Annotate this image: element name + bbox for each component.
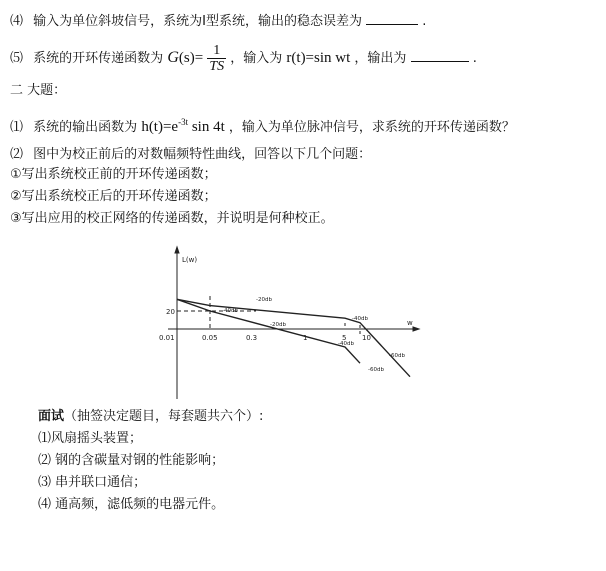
interview-item: ⑵ 钢的含碳量对钢的性能影响； (38, 453, 225, 468)
slope-label: -40db (222, 308, 238, 314)
y-axis-arrow (175, 247, 179, 253)
question-number: ⑷ (10, 14, 24, 29)
transfer-function-symbol: G (167, 49, 179, 66)
sub-question-1: ①写出系统校正前的开环传递函数； (10, 167, 217, 182)
x-tick-label: 0.05 (202, 334, 218, 342)
x-tick-label: 5 (342, 334, 347, 342)
interview-title-bold: 面试 (38, 409, 65, 424)
interview-item: ⑷ 通高频，滤低频的电器元件。 (38, 497, 225, 512)
question-text: ，输出为 (354, 51, 407, 66)
interview-item: ⑴风扇摇头装置； (38, 431, 143, 446)
slope-label: -40db (338, 341, 354, 347)
punctuation: . (472, 51, 477, 66)
interview-title-rest: （抽签决定题目，每套题共六个）: (64, 409, 264, 424)
question-number: ⑸ (10, 51, 24, 66)
fraction-denominator: TS (209, 59, 225, 74)
slope-label: -20db (270, 322, 286, 328)
problem-text: ，输入为单位脉冲信号，求系统的开环传递函数？ (228, 120, 515, 135)
question-text: ，输入为 (230, 51, 283, 66)
x-tick-label: 1 (303, 334, 308, 342)
y-axis-label: L(w) (182, 256, 198, 264)
y-tick-label: 20 (166, 308, 175, 316)
punctuation: . (422, 14, 427, 29)
section-title: 二 大题： (10, 83, 67, 98)
problem-text: 图中为校正前后的对数幅频特性曲线，回答以下几个问题： (33, 147, 372, 162)
problem-text: 系统的输出函数为 (33, 120, 138, 135)
x-tick-label: 10 (362, 334, 371, 342)
expression-tail: sin 4t (188, 119, 225, 135)
slope-label: -20db (256, 297, 272, 303)
input-expression: r(t)=sin wt (286, 50, 351, 66)
sub-question-3: ③写出应用的校正网络的传递函数，并说明是何种校正。 (10, 211, 334, 226)
series-line-before (177, 299, 360, 363)
question-text: 系统的开环传递函数为 (33, 51, 164, 66)
x-axis-arrow (413, 327, 419, 331)
fraction-numerator: 1 (207, 43, 226, 59)
slope-label: -40db (352, 316, 368, 322)
expression-exponent: -3t (178, 117, 189, 127)
sub-question-2: ②写出系统校正后的开环传递函数； (10, 189, 217, 204)
expression-base: h(t)=e (141, 119, 179, 135)
transfer-function-arg: (s)= (178, 50, 204, 66)
slope-label: -60db (389, 353, 405, 359)
slope-label: -60db (368, 367, 384, 373)
interview-item: ⑶ 串并联口通信； (38, 475, 147, 490)
x-tick-label: 0.01 (159, 334, 175, 342)
question-text: 输入为单位斜坡信号，系统为Ⅰ型系统，输出的稳态误差为 (33, 14, 362, 29)
problem-number: ⑴ (10, 120, 24, 135)
x-tick-label: 0.3 (246, 334, 258, 342)
x-axis-label: w (407, 319, 413, 327)
problem-number: ⑵ (10, 147, 24, 162)
interview-title (38, 408, 263, 426)
